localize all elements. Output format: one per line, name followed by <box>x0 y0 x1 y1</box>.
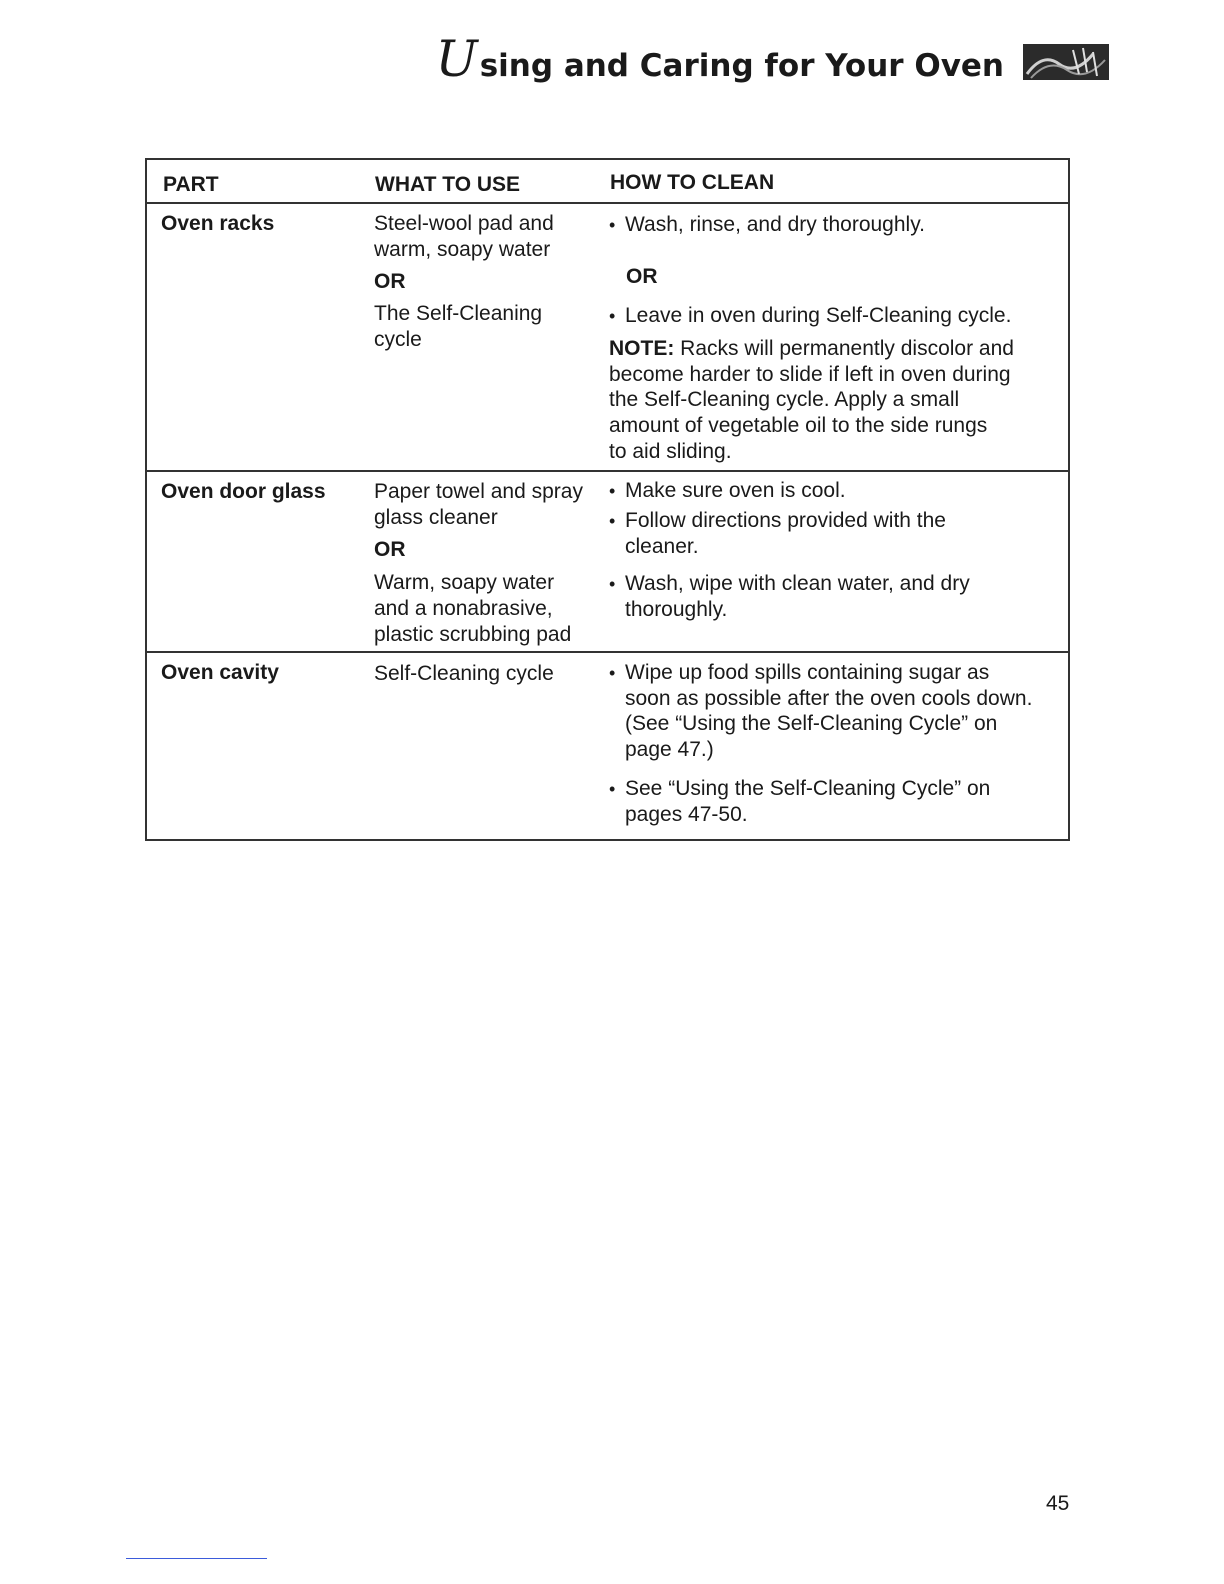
note-line: become harder to slide if left in oven during <box>609 363 1011 386</box>
clean-line: pages 47-50. <box>625 803 748 826</box>
part-oven-racks: Oven racks <box>161 212 275 235</box>
note-label: NOTE: <box>609 337 675 360</box>
column-header-what-to-use: WHAT TO USE <box>375 173 521 196</box>
use-line: Warm, soapy water <box>374 571 555 594</box>
header-initial: U <box>435 30 478 88</box>
note-line: the Self-Cleaning cycle. Apply a small <box>609 388 960 411</box>
use-line: Self-Cleaning cycle <box>374 662 554 685</box>
use-or: OR <box>374 270 406 293</box>
part-oven-cavity: Oven cavity <box>161 661 279 684</box>
footer-divider <box>126 1558 267 1559</box>
clean-bullet: • Wash, rinse, and dry thoroughly. <box>625 212 925 238</box>
row-divider <box>147 202 1068 204</box>
clean-bullet: • Follow directions provided with the <box>625 508 946 534</box>
clean-bullet: • Leave in oven during Self-Cleaning cycle. <box>625 303 1011 329</box>
clean-line: cleaner. <box>625 535 699 558</box>
clean-or: OR <box>626 265 658 288</box>
column-header-how-to-clean: HOW TO CLEAN <box>610 171 775 194</box>
clean-bullet: • Wash, wipe with clean water, and dry <box>625 571 970 597</box>
brand-logo-icon <box>1023 44 1109 80</box>
part-oven-door-glass: Oven door glass <box>161 480 326 503</box>
note-line: to aid sliding. <box>609 440 732 463</box>
cleaning-table <box>145 158 1070 841</box>
clean-line: page 47.) <box>625 738 714 761</box>
page-header <box>436 30 1004 100</box>
use-line: plastic scrubbing pad <box>374 623 572 646</box>
clean-line: soon as possible after the oven cools down. <box>625 687 1033 710</box>
note-text: Racks will permanently discolor and <box>674 337 1014 360</box>
note-line: amount of vegetable oil to the side rungs <box>609 414 988 437</box>
use-line: Paper towel and spray <box>374 480 583 503</box>
note-line <box>609 336 1014 362</box>
clean-line: thoroughly. <box>625 598 728 621</box>
row-divider <box>147 651 1068 653</box>
use-line: cycle <box>374 328 422 351</box>
use-or: OR <box>374 538 406 561</box>
clean-bullet: • See “Using the Self-Cleaning Cycle” on <box>625 776 990 802</box>
use-line: glass cleaner <box>374 506 498 529</box>
use-line: warm, soapy water <box>374 238 551 261</box>
page-number: 45 <box>1046 1492 1070 1515</box>
use-line: and a nonabrasive, <box>374 597 553 620</box>
page-title: sing and Caring for Your Oven <box>479 48 1004 84</box>
use-line: The Self-Cleaning <box>374 302 543 325</box>
clean-bullet: • Wipe up food spills containing sugar as <box>625 660 989 686</box>
column-header-part: PART <box>163 173 219 196</box>
use-line: Steel-wool pad and <box>374 212 554 235</box>
row-divider <box>147 470 1068 472</box>
clean-bullet: • Make sure oven is cool. <box>625 478 846 504</box>
clean-line: (See “Using the Self-Cleaning Cycle” on <box>625 712 998 735</box>
